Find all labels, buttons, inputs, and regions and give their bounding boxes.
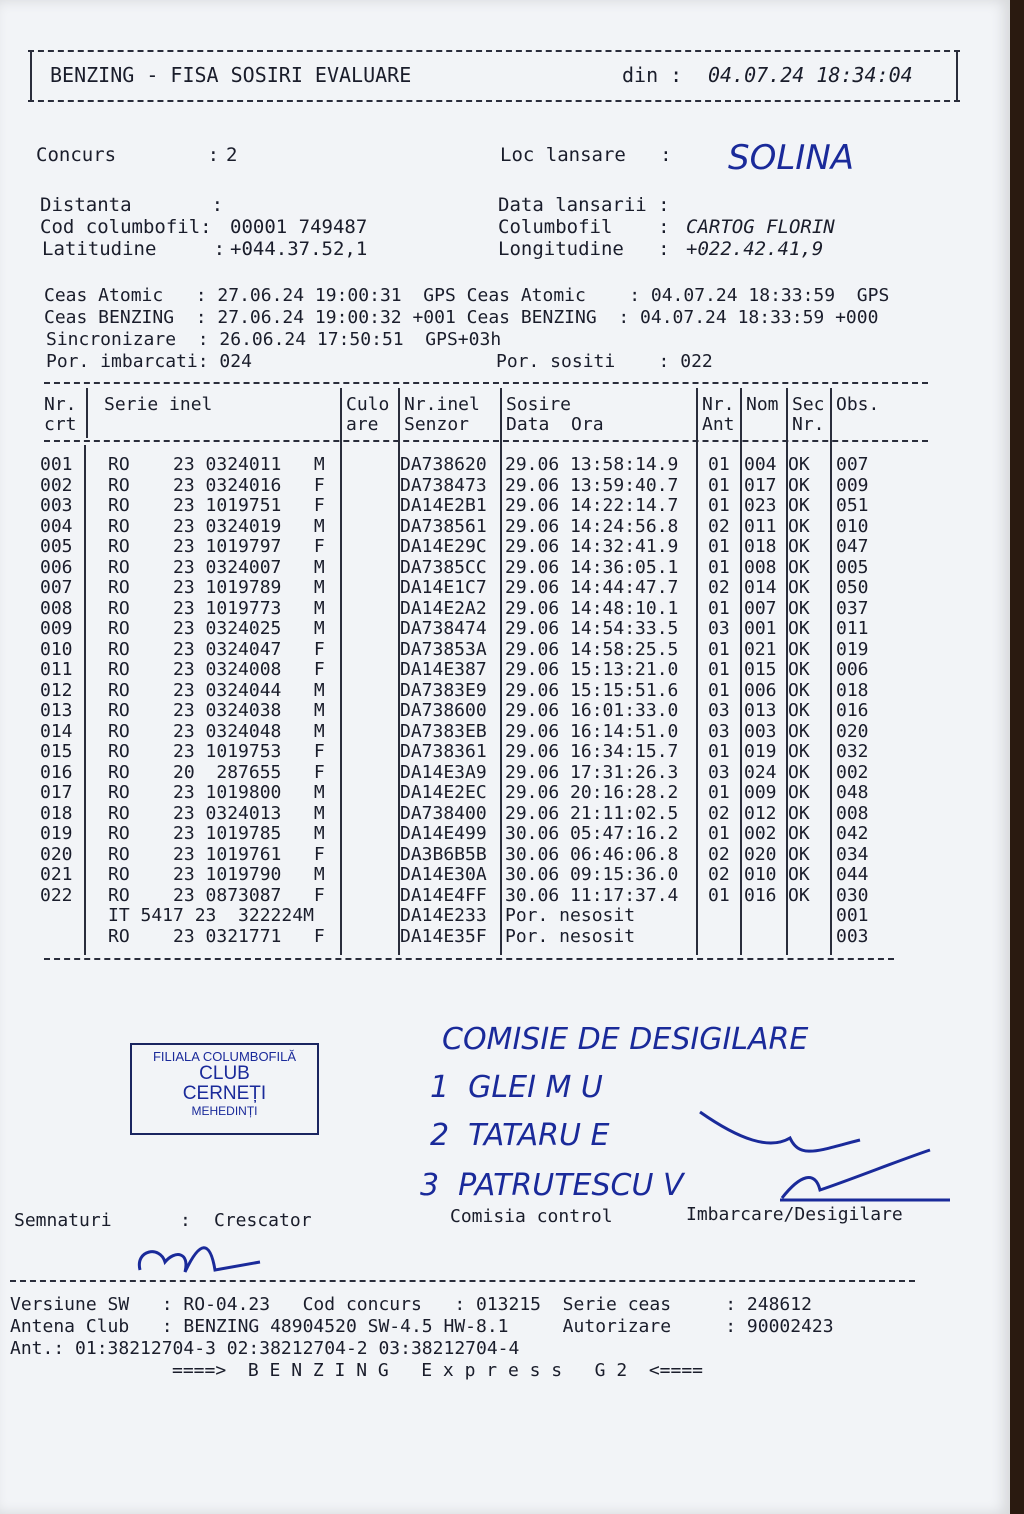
row-senzor: DA738620	[400, 454, 487, 475]
row-sec: OK	[788, 556, 810, 578]
row-nom: 006	[744, 679, 777, 701]
data-lansarii-label: Data lansarii :	[498, 194, 670, 216]
row-senzor: DA73853A	[400, 638, 487, 660]
handwritten-member-3: 3 PATRUTESCU V	[420, 1168, 684, 1203]
row-sosire: 29.06 14:54:33.5	[505, 618, 679, 639]
row-antena: 01	[708, 679, 730, 701]
row-serie-inel: RO 23 1019753 F	[108, 741, 325, 762]
row-antena: 01	[708, 659, 730, 680]
row-obs: 001	[836, 905, 869, 926]
row-antena: 02	[708, 843, 730, 865]
row-nom: 012	[744, 802, 777, 824]
document-title: BENZING - FISA SOSIRI EVALUARE	[50, 63, 412, 87]
row-senzor: DA738600	[400, 700, 487, 721]
row-antena: 01	[708, 597, 730, 619]
columbofil-value: CARTOG FLORIN	[686, 216, 835, 238]
row-sec: OK	[788, 720, 810, 742]
row-antena: 03	[708, 700, 730, 721]
row-sosire: 29.06 14:32:41.9	[505, 536, 679, 557]
row-sec: OK	[788, 823, 810, 844]
row-sosire: 30.06 09:15:36.0	[505, 864, 679, 885]
row-serie-inel: RO 23 0324038 M	[108, 700, 325, 721]
row-antena: 02	[708, 577, 730, 598]
col-senzor: Senzor	[404, 414, 470, 435]
row-serie-inel: RO 23 0324013 M	[108, 802, 325, 824]
row-obs: 051	[836, 495, 869, 516]
row-obs: 006	[836, 659, 869, 680]
row-serie-inel: RO 23 0324008 F	[108, 659, 325, 680]
row-sosire: 29.06 14:58:25.5	[505, 638, 679, 660]
col-obs: Obs.	[836, 394, 880, 415]
row-nr: 018	[40, 802, 73, 824]
row-obs: 050	[836, 577, 869, 598]
row-sosire: 29.06 21:11:02.5	[505, 802, 679, 824]
crescator-label: Crescator	[214, 1210, 312, 1231]
distanta-label: Distanta :	[40, 194, 224, 216]
row-obs: 002	[836, 761, 869, 783]
row-antena: 01	[708, 474, 730, 496]
row-nom: 013	[744, 700, 777, 721]
row-sec: OK	[788, 741, 810, 762]
row-sosire: 29.06 14:22:14.7	[505, 495, 679, 516]
row-sec: OK	[788, 700, 810, 721]
row-nom: 018	[744, 536, 777, 557]
row-antena: 03	[708, 761, 730, 783]
row-sec: OK	[788, 843, 810, 865]
row-nom: 003	[744, 720, 777, 742]
row-senzor: DA738561	[400, 515, 487, 537]
row-senzor: DA7385CC	[400, 556, 487, 578]
row-obs: 010	[836, 515, 869, 537]
row-nom: 014	[744, 577, 777, 598]
col-sosire: Sosire	[506, 394, 572, 415]
row-sec: OK	[788, 515, 810, 537]
row-nr: 019	[40, 823, 73, 844]
row-nom: 019	[744, 741, 777, 762]
row-antena: 01	[708, 536, 730, 557]
row-sosire: 29.06 16:01:33.0	[505, 700, 679, 721]
row-antena: 01	[708, 556, 730, 578]
row-nr: 017	[40, 782, 73, 803]
row-senzor: DA14E29C	[400, 536, 487, 557]
row-serie-inel: RO 23 1019797 F	[108, 536, 325, 557]
footer-line-3: Ant.: 01:38212704-3 02:38212704-2 03:38212704-4	[10, 1338, 520, 1359]
row-serie-inel: RO 23 0321771 F	[108, 925, 325, 947]
cod-columbofil-value: 00001 749487	[230, 216, 368, 238]
row-sosire: 29.06 15:13:21.0	[505, 659, 679, 680]
semnaturi-label: Semnaturi	[14, 1210, 112, 1231]
row-sec: OK	[788, 782, 810, 803]
col-nr: Nr.	[44, 394, 77, 415]
row-obs: 020	[836, 720, 869, 742]
concurs-value: 2	[226, 144, 238, 166]
semnaturi-colon: :	[180, 1210, 191, 1231]
row-nr: 001	[40, 454, 73, 475]
row-obs: 032	[836, 741, 869, 762]
row-senzor: DA14E2EC	[400, 782, 487, 803]
row-antena: 01	[708, 741, 730, 762]
row-senzor: DA14E4FF	[400, 884, 487, 906]
row-serie-inel: RO 23 1019800 M	[108, 782, 325, 803]
col-serie-inel: Serie inel	[104, 394, 213, 415]
row-senzor: DA14E3A9	[400, 761, 487, 783]
handwritten-member-1: 1 GLEI M U	[430, 1070, 603, 1105]
row-obs: 037	[836, 597, 869, 619]
row-sec: OK	[788, 618, 810, 639]
porumbei-sositi: Por. sositi : 022	[496, 351, 713, 372]
row-antena: 01	[708, 884, 730, 906]
row-senzor: DA14E35F	[400, 925, 487, 947]
row-serie-inel: RO 23 0324047 F	[108, 638, 325, 660]
row-sec: OK	[788, 577, 810, 598]
footer-border	[10, 1280, 915, 1282]
row-nom: 009	[744, 782, 777, 803]
row-sosire: 29.06 14:36:05.1	[505, 556, 679, 578]
row-sosire: 29.06 20:16:28.2	[505, 782, 679, 803]
handwritten-member-2: 2 TATARU E	[430, 1118, 610, 1153]
comisia-control-label: Comisia control	[450, 1206, 613, 1227]
handwritten-commission-title: COMISIE DE DESIGILARE	[442, 1022, 809, 1057]
din-label: din :	[622, 63, 683, 87]
row-serie-inel: RO 23 0324016 F	[108, 474, 325, 496]
row-sosire: 29.06 15:15:51.6	[505, 679, 679, 701]
row-nr: 009	[40, 618, 73, 639]
row-senzor: DA7383EB	[400, 720, 487, 742]
row-nr: 020	[40, 843, 73, 865]
row-nr: 016	[40, 761, 73, 783]
col-sec-2: Nr.	[792, 414, 825, 435]
row-sec: OK	[788, 495, 810, 516]
row-nr: 010	[40, 638, 73, 660]
footer-line-1: Versiune SW : RO-04.23 Cod concurs : 013215 Serie ceas : 248612	[10, 1294, 812, 1315]
row-sec: OK	[788, 864, 810, 885]
col-nr-inel: Nr.inel	[404, 394, 480, 415]
stamp-line-2: CLUB	[199, 1063, 250, 1084]
row-nom: 008	[744, 556, 777, 578]
row-obs: 044	[836, 864, 869, 885]
row-serie-inel: RO 23 1019790 M	[108, 864, 325, 885]
row-serie-inel: RO 23 0324048 M	[108, 720, 325, 742]
row-antena: 01	[708, 782, 730, 803]
row-senzor: DA14E499	[400, 823, 487, 844]
row-sec: OK	[788, 659, 810, 680]
row-senzor: DA14E30A	[400, 864, 487, 885]
row-nom: 007	[744, 597, 777, 619]
row-serie-inel: RO 23 1019789 M	[108, 577, 325, 598]
row-obs: 009	[836, 474, 869, 496]
row-nr: 006	[40, 556, 73, 578]
row-antena: 02	[708, 864, 730, 885]
row-obs: 047	[836, 536, 869, 557]
row-senzor: DA14E387	[400, 659, 487, 680]
row-sec: OK	[788, 638, 810, 660]
row-sec: OK	[788, 802, 810, 824]
row-senzor: DA14E2A2	[400, 597, 487, 619]
stamp-line-3: CERNEȚI	[182, 1083, 267, 1104]
row-sec: OK	[788, 679, 810, 701]
row-serie-inel: RO 23 0324007 M	[108, 556, 325, 578]
row-nom: 017	[744, 474, 777, 496]
row-nr: 015	[40, 741, 73, 762]
row-obs: 005	[836, 556, 869, 578]
row-sosire: 29.06 13:59:40.7	[505, 474, 679, 496]
row-sosire: Por. nesosit	[505, 905, 636, 926]
row-sosire: 29.06 16:14:51.0	[505, 720, 679, 742]
col-nr-ant-2: Ant	[702, 414, 735, 435]
row-sosire: 30.06 06:46:06.8	[505, 843, 679, 865]
clock-line-2: Ceas BENZING : 27.06.24 19:00:32 +001 Ceas BENZING : 04.07.24 18:33:59 +000	[44, 307, 879, 328]
row-nom: 020	[744, 843, 777, 865]
row-obs: 003	[836, 925, 869, 947]
col-nom: Nom	[746, 394, 779, 415]
col-data-ora: Data Ora	[506, 414, 604, 435]
row-obs: 030	[836, 884, 869, 906]
row-nr: 022	[40, 884, 73, 906]
row-nr: 005	[40, 536, 73, 557]
row-serie-inel: RO 23 1019773 M	[108, 597, 325, 619]
row-nr: 007	[40, 577, 73, 598]
row-nom: 010	[744, 864, 777, 885]
row-sosire: 29.06 14:44:47.7	[505, 577, 679, 598]
row-sec: OK	[788, 474, 810, 496]
row-sosire: 29.06 13:58:14.9	[505, 454, 679, 475]
col-culoare-2: are	[346, 414, 379, 435]
loc-lansare-handwritten: SOLINA	[728, 138, 855, 178]
row-serie-inel: RO 23 0324044 M	[108, 679, 325, 701]
row-senzor: DA14E233	[400, 905, 487, 926]
row-nr: 021	[40, 864, 73, 885]
row-antena: 01	[708, 823, 730, 844]
row-antena: 03	[708, 720, 730, 742]
row-senzor: DA7383E9	[400, 679, 487, 701]
row-senzor: DA738400	[400, 802, 487, 824]
footer-line-2: Antena Club : BENZING 48904520 SW-4.5 HW-8.1 Autorizare : 90002423	[10, 1316, 834, 1337]
sync-line: Sincronizare : 26.06.24 17:50:51 GPS+03h	[46, 329, 502, 350]
stamp-line-4: MEHEDINȚI	[191, 1104, 258, 1118]
row-obs: 018	[836, 679, 869, 701]
row-nr: 003	[40, 495, 73, 516]
columbofil-label: Columbofil :	[498, 216, 670, 238]
row-sec: OK	[788, 884, 810, 906]
row-nom: 023	[744, 495, 777, 516]
longitudine-value: +022.42.41,9	[686, 238, 824, 260]
row-antena: 02	[708, 515, 730, 537]
row-obs: 011	[836, 618, 869, 639]
row-sosire: Por. nesosit	[505, 925, 636, 947]
row-nom: 004	[744, 454, 777, 475]
col-sec-1: Sec	[792, 394, 825, 415]
row-nr: 013	[40, 700, 73, 721]
row-obs: 034	[836, 843, 869, 865]
row-sosire: 30.06 11:17:37.4	[505, 884, 679, 906]
row-nr: 002	[40, 474, 73, 496]
row-sosire: 30.06 05:47:16.2	[505, 823, 679, 844]
stamp-line-1: FILIALA COLUMBOFILĂ	[152, 1049, 297, 1064]
row-obs: 048	[836, 782, 869, 803]
imbarcare-desigilare-label: Imbarcare/Desigilare	[686, 1204, 903, 1225]
row-nom: 021	[744, 638, 777, 660]
row-antena: 01	[708, 638, 730, 660]
row-serie-inel: RO 23 1019785 M	[108, 823, 325, 844]
row-nom: 015	[744, 659, 777, 680]
row-senzor: DA738474	[400, 618, 487, 639]
row-senzor: DA738361	[400, 741, 487, 762]
row-sec: OK	[788, 597, 810, 619]
row-nom: 011	[744, 515, 777, 537]
row-nom: 016	[744, 884, 777, 906]
row-obs: 007	[836, 454, 869, 475]
cod-columbofil-label: Cod columbofil:	[40, 216, 212, 238]
din-value: 04.07.24 18:34:04	[708, 63, 913, 87]
row-obs: 019	[836, 638, 869, 660]
col-nr-ant-1: Nr.	[702, 394, 735, 415]
concurs-label: Concurs :	[36, 144, 220, 166]
row-obs: 016	[836, 700, 869, 721]
row-serie-inel: RO 23 0324011 M	[108, 454, 325, 475]
row-sec: OK	[788, 761, 810, 783]
row-sosire: 29.06 16:34:15.7	[505, 741, 679, 762]
col-crt: crt	[44, 414, 77, 435]
row-obs: 042	[836, 823, 869, 844]
row-serie-inel: IT 5417 23 322224M	[108, 905, 314, 926]
loc-lansare-label: Loc lansare :	[500, 144, 672, 166]
row-senzor: DA14E2B1	[400, 495, 487, 516]
row-sosire: 29.06 17:31:26.3	[505, 761, 679, 783]
row-senzor: DA14E1C7	[400, 577, 487, 598]
row-serie-inel: RO 23 0873087 F	[108, 884, 325, 906]
porumbei-imbarcati: Por. imbarcati: 024	[46, 351, 252, 372]
row-serie-inel: RO 23 1019761 F	[108, 843, 325, 865]
row-serie-inel: RO 20 287655 F	[108, 761, 325, 783]
row-serie-inel: RO 23 0324025 M	[108, 618, 325, 639]
row-obs: 008	[836, 802, 869, 824]
row-nr: 012	[40, 679, 73, 701]
row-antena: 01	[708, 495, 730, 516]
footer-banner: ====> B E N Z I N G E x p r e s s G 2 <====	[172, 1360, 704, 1381]
row-nr: 008	[40, 597, 73, 619]
row-nr: 004	[40, 515, 73, 537]
row-nr: 011	[40, 659, 73, 680]
row-senzor: DA3B6B5B	[400, 843, 487, 865]
row-antena: 02	[708, 802, 730, 824]
row-sosire: 29.06 14:48:10.1	[505, 597, 679, 619]
row-antena: 01	[708, 454, 730, 475]
latitudine-value: +044.37.52,1	[230, 238, 368, 260]
longitudine-label: Longitudine :	[498, 238, 670, 260]
row-serie-inel: RO 23 1019751 F	[108, 495, 325, 516]
row-nom: 024	[744, 761, 777, 783]
row-sosire: 29.06 14:24:56.8	[505, 515, 679, 537]
col-culoare-1: Culo	[346, 394, 390, 415]
latitudine-label: Latitudine :	[42, 238, 226, 260]
row-serie-inel: RO 23 0324019 M	[108, 515, 325, 537]
row-nr: 014	[40, 720, 73, 742]
row-sec: OK	[788, 536, 810, 557]
row-antena: 03	[708, 618, 730, 639]
row-nom: 001	[744, 618, 777, 639]
row-nom: 002	[744, 823, 777, 844]
row-senzor: DA738473	[400, 474, 487, 496]
row-sec: OK	[788, 454, 810, 475]
clock-line-1: Ceas Atomic : 27.06.24 19:00:31 GPS Ceas Atomic : 04.07.24 18:33:59 GPS	[44, 285, 890, 306]
